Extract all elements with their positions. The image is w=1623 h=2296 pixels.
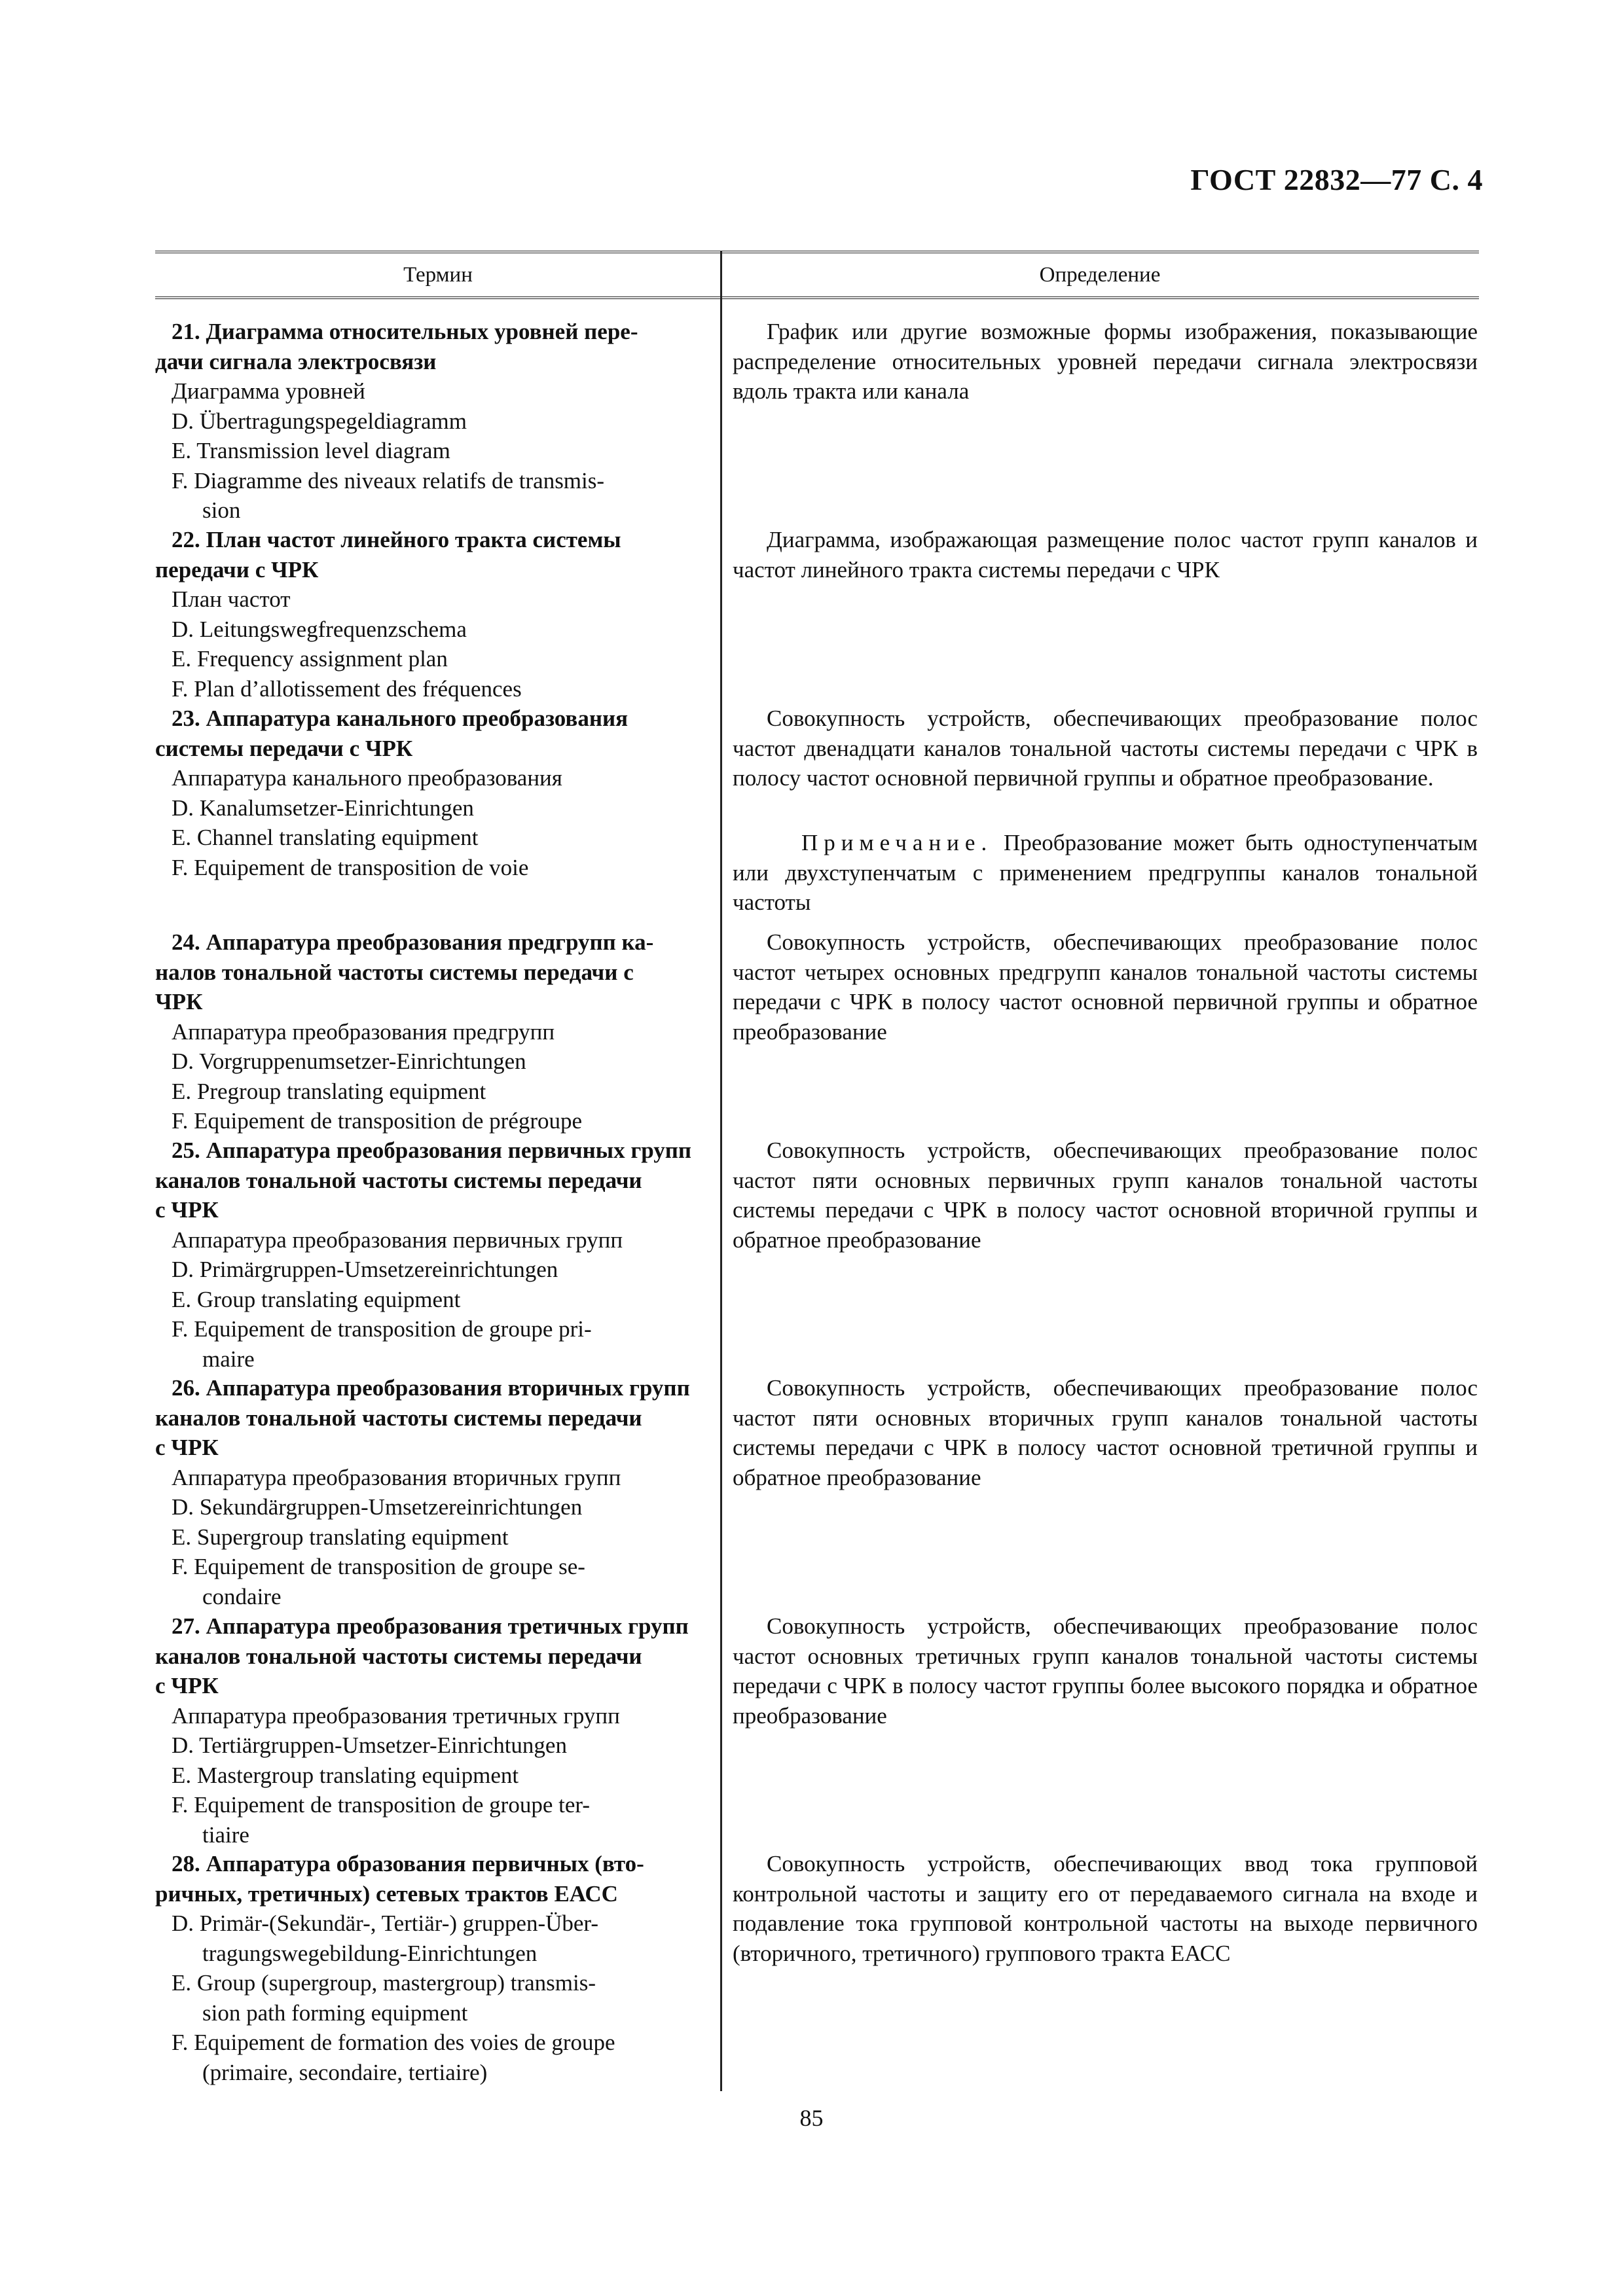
definition-cell: Диаграмма, изображающая размещение полос частот групп каналов и частот линейного тракта системы передачи с ЧРК	[733, 527, 1478, 583]
term-english: E. Group (supergroup, mastergroup) transmis-	[172, 1970, 596, 1996]
term-cell	[155, 704, 709, 882]
term-title-line: ЧРК	[155, 989, 203, 1014]
column-divider	[720, 251, 722, 2091]
definition-cell: Совокупность устройств, обеспечивающих преобразование полос частот четырех основных предгрупп каналов тональной частоты системы передачи с ЧРК в полосу частот основной первичной группы и обратное преобразование	[733, 929, 1478, 1045]
definition-cell: График или другие возможные формы изображения, показывающие распределение относительных уровней передачи сигнала электросвязи вдоль тракта или канала	[733, 319, 1478, 404]
term-title-line: 25. Аппаратура преобразования первичных групп	[172, 1138, 692, 1163]
term-title-line: 22. План частот линейного тракта системы	[172, 527, 621, 552]
term-french: F. Equipement de transposition de prégroupe	[172, 1108, 583, 1134]
term-cell	[155, 1849, 709, 2087]
definition-cell: Совокупность устройств, обеспечивающих ввод тока групповой контрольной частоты и защиту его от передаваемого сигнала на входе и подавление тока групповой контрольной частоты на выходе первичного (вторичного, третичного) группового тракта ЕАСС	[733, 1851, 1478, 1966]
term-french: F. Equipement de transposition de groupe pri-	[172, 1316, 592, 1342]
term-cell	[155, 525, 709, 704]
term-french: F. Equipement de transposition de groupe ter-	[172, 1792, 590, 1818]
term-french: F. Equipement de formation des voies de groupe	[172, 2030, 615, 2055]
term-english: E. Pregroup translating equipment	[172, 1078, 486, 1104]
term-german: D. Primär-(Sekundär-, Tertiär-) gruppen-Über-	[172, 1910, 599, 1936]
term-title-line: налов тональной частоты системы передачи с	[155, 959, 634, 985]
term-title-line: 23. Аппаратура канального преобразования	[172, 706, 629, 731]
term-french: F. Equipement de transposition de groupe se-	[172, 1554, 585, 1579]
term-german-cont: tragungswegebildung-Einrichtungen	[202, 1940, 538, 1966]
note-text: Преобразование может быть одноступенчатым или двухступенчатым с применением предгруппы каналов тональной частоты	[733, 830, 1478, 915]
term-title-line: каналов тональной частоты системы передачи	[155, 1405, 642, 1431]
table-header	[155, 251, 1479, 299]
term-german: D. Tertiärgruppen-Umsetzer-Einrichtungen	[172, 1732, 567, 1758]
term-title-line: с ЧРК	[155, 1673, 219, 1698]
term-title-line: системы передачи с ЧРК	[155, 735, 413, 761]
term-cell	[155, 927, 709, 1136]
term-cell	[155, 1611, 709, 1850]
term-french-cont: condaire	[202, 1583, 282, 1609]
term-english: E. Frequency assignment plan	[172, 646, 448, 672]
term-title-line: 28. Аппаратура образования первичных (вто-	[172, 1851, 644, 1876]
definition-cell: Совокупность устройств, обеспечивающих преобразование полос частот пяти основных первичных групп каналов тональной частоты системы передачи с ЧРК в полосу частот основной вторичной группы и обратное преобразование	[733, 1138, 1478, 1253]
term-title-line: 26. Аппаратура преобразования вторичных групп	[172, 1375, 690, 1401]
term-french: F. Diagramme des niveaux relatifs de transmis-	[172, 467, 605, 493]
column-header-term: Термин	[403, 263, 473, 287]
term-english: E. Transmission level diagram	[172, 438, 450, 463]
term-german: D. Primärgruppen-Umsetzereinrichtungen	[172, 1257, 558, 1282]
term-title-line: дачи сигнала электросвязи	[155, 348, 437, 374]
term-title-line: ричных, третичных) сетевых трактов ЕАСС	[155, 1880, 618, 1907]
page-number: 85	[799, 2105, 824, 2131]
term-english-cont: sion path forming equipment	[202, 2000, 468, 2026]
term-english: E. Group translating equipment	[172, 1286, 461, 1312]
term-cell	[155, 1136, 709, 1374]
term-english: E. Mastergroup translating equipment	[172, 1762, 519, 1788]
definition-cell: Совокупность устройств, обеспечивающих преобразование полос частот пяти основных вторичных групп каналов тональной частоты системы передачи с ЧРК в полосу частот основной третичной группы и обратное преобразование	[733, 1375, 1478, 1490]
term-title-line: 27. Аппаратура преобразования третичных групп	[172, 1613, 689, 1639]
term-title-line: 21. Диаграмма относительных уровней пере-	[172, 319, 638, 344]
term-french-cont: (primaire, secondaire, tertiaire)	[202, 2059, 488, 2085]
term-title-line: с ЧРК	[155, 1197, 219, 1223]
term-short-form: Аппаратура преобразования первичных групп	[172, 1227, 623, 1253]
column-header-definition: Определение	[1039, 263, 1161, 287]
term-short-form: Аппаратура преобразования предгрупп	[172, 1018, 555, 1045]
definition-cell: Совокупность устройств, обеспечивающих преобразование полос частот двенадцати каналов тональной частоты системы передачи с ЧРК в полосу частот основной первичной группы и обратное преобразование.	[733, 706, 1478, 791]
term-german: D. Kanalumsetzer-Einrichtungen	[172, 795, 474, 821]
term-english: E. Channel translating equipment	[172, 825, 479, 850]
term-short-form: Аппаратура канального преобразования	[172, 765, 562, 791]
term-cell	[155, 1373, 709, 1611]
term-title-line: передачи с ЧРК	[155, 556, 319, 583]
term-french-cont: sion	[202, 497, 241, 523]
term-title-line: с ЧРК	[155, 1435, 219, 1460]
term-title-line: каналов тональной частоты системы передачи	[155, 1167, 642, 1193]
term-french-cont: tiaire	[202, 1821, 249, 1848]
term-short-form: Аппаратура преобразования третичных групп	[172, 1702, 620, 1729]
term-short-form: План частот	[172, 586, 291, 612]
term-german: D. Sekundärgruppen-Umsetzereinrichtungen	[172, 1494, 583, 1520]
note-label: Примечание.	[801, 830, 993, 855]
definition-note	[733, 828, 1478, 918]
term-title-line: 24. Аппаратура преобразования предгрупп ка-	[172, 929, 654, 955]
term-french-cont: maire	[202, 1346, 255, 1372]
term-german: D. Übertragungspegeldiagramm	[172, 408, 467, 434]
term-short-form: Диаграмма уровней	[172, 378, 365, 404]
term-cell	[155, 317, 709, 526]
term-german: D. Vorgruppenumsetzer-Einrichtungen	[172, 1049, 526, 1074]
definition-cell: Совокупность устройств, обеспечивающих преобразование полос частот основных третичных групп каналов тональной частоты системы передачи с ЧРК в полосу частот группы более высокого порядка и обратное преобразование	[733, 1613, 1478, 1729]
term-french: F. Equipement de transposition de voie	[172, 854, 529, 880]
term-german: D. Leitungswegfrequenzschema	[172, 616, 467, 642]
term-french: F. Plan d’allotissement des fréquences	[172, 675, 522, 702]
term-english: E. Supergroup translating equipment	[172, 1524, 509, 1550]
term-short-form: Аппаратура преобразования вторичных групп	[172, 1464, 621, 1490]
document-header: ГОСТ 22832—77 С. 4	[1190, 163, 1483, 196]
term-title-line: каналов тональной частоты системы передачи	[155, 1643, 642, 1669]
